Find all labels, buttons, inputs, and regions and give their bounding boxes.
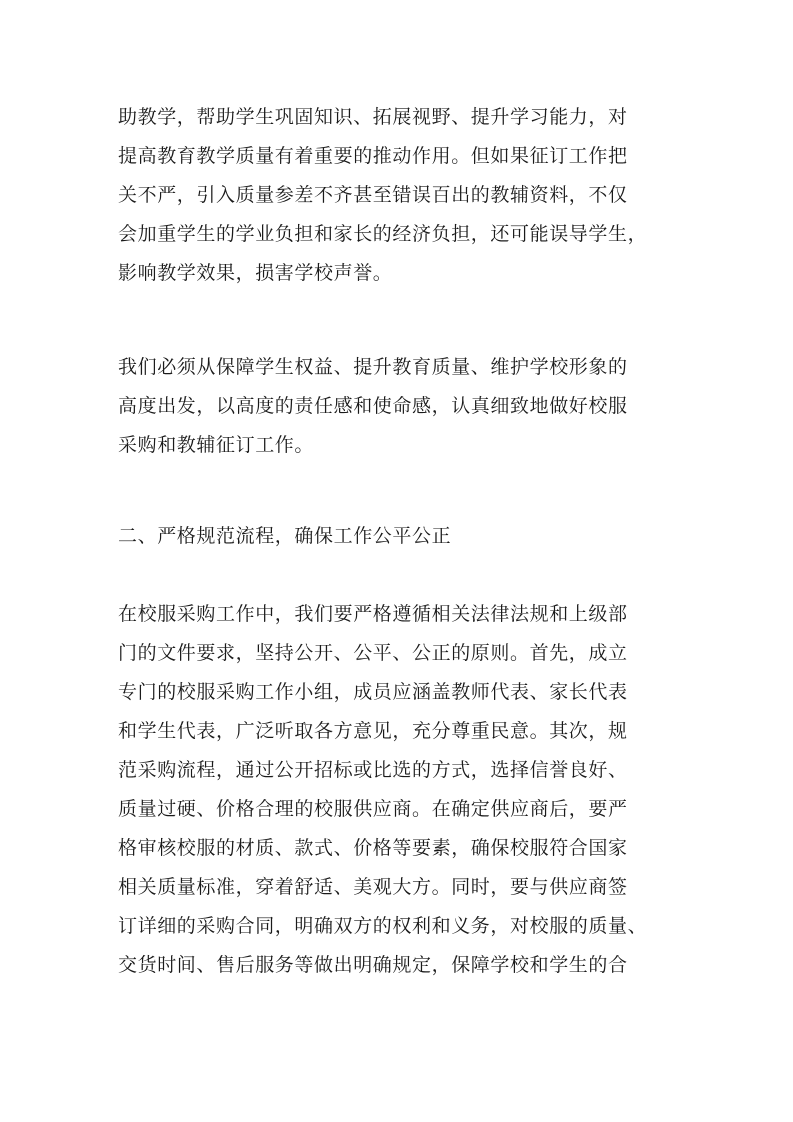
paragraph-2-line-1: 我们必须从保障学生权益、提升教育质量、维护学校形象的	[118, 356, 628, 378]
paragraph-1-line-4: 会加重学生的学业负担和家长的经济负担，还可能误导学生，	[118, 223, 648, 245]
paragraph-3-line-7: 格审核校服的材质、款式、价格等要素，确保校服符合国家	[118, 837, 628, 859]
paragraph-2-line-2: 高度出发，以高度的责任感和使命感，认真细致地做好校服	[118, 395, 628, 417]
paragraph-1-line-3: 关不严，引入质量参差不齐甚至错误百出的教辅资料，不仅	[118, 184, 628, 206]
paragraph-1-line-5: 影响教学效果，损害学校声誉。	[118, 262, 393, 284]
paragraph-3-line-6: 质量过硬、价格合理的校服供应商。在确定供应商后，要严	[118, 798, 628, 820]
paragraph-3-line-10: 交货时间、售后服务等做出明确规定，保障学校和学生的合	[118, 954, 628, 976]
paragraph-3-line-3: 专门的校服采购工作小组，成员应涵盖教师代表、家长代表	[118, 681, 628, 703]
paragraph-3-line-8: 相关质量标准，穿着舒适、美观大方。同时，要与供应商签	[118, 876, 628, 898]
paragraph-3-line-5: 范采购流程，通过公开招标或比选的方式，选择信誉良好、	[118, 759, 628, 781]
paragraph-1-line-1: 助教学，帮助学生巩固知识、拓展视野、提升学习能力，对	[118, 106, 628, 128]
paragraph-3-line-2: 门的文件要求，坚持公开、公平、公正的原则。首先，成立	[118, 642, 628, 664]
paragraph-2-line-3: 采购和教辅征订工作。	[118, 434, 315, 456]
paragraph-3-line-1: 在校服采购工作中，我们要严格遵循相关法律法规和上级部	[118, 603, 628, 625]
paragraph-3-line-4: 和学生代表，广泛听取各方意见，充分尊重民意。其次，规	[118, 720, 628, 742]
paragraph-1-line-2: 提高教育教学质量有着重要的推动作用。但如果征订工作把	[118, 145, 628, 167]
paragraph-3-line-9: 订详细的采购合同，明确双方的权利和义务，对校服的质量、	[118, 915, 648, 937]
section-heading: 二、严格规范流程，确保工作公平公正	[118, 525, 452, 547]
